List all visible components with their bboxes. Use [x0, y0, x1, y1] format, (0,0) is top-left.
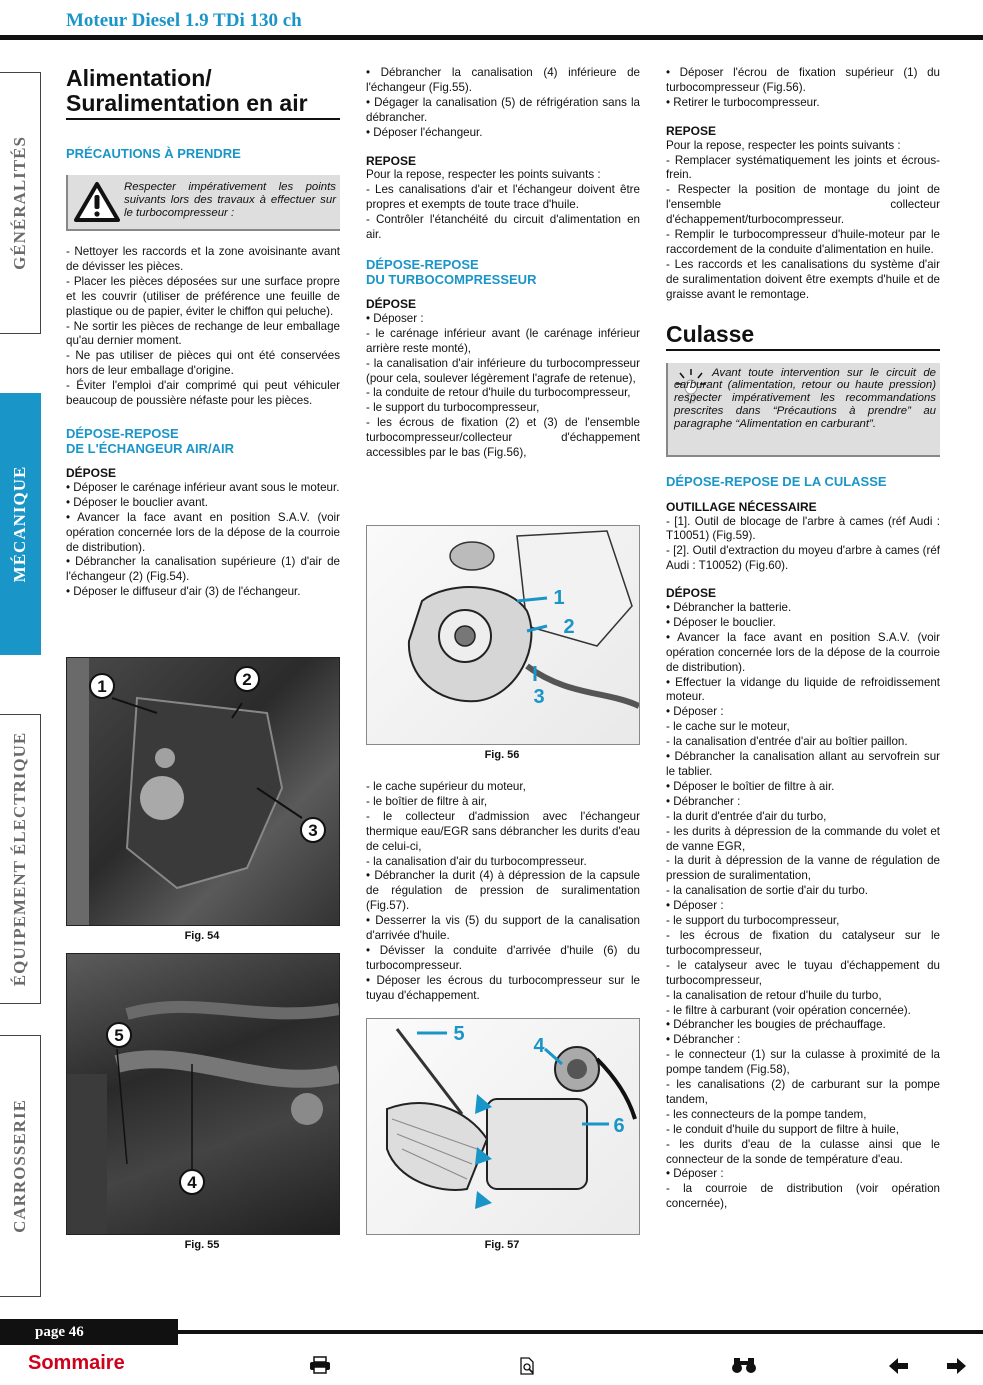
side-tab-generalites[interactable] — [0, 72, 41, 334]
list-item: - [2]. Outil d'extraction du moyeu d'arbre à cames (réf Audi : T10052) (Fig.60). — [666, 544, 940, 573]
list-item: • Déposer l'écrou de fixation supérieur (1) du turbocompresseur (Fig.56). — [666, 66, 940, 94]
list-item: • Déposer les écrous du turbocompresseur sur le tuyau d'échappement. — [366, 973, 640, 1002]
side-tab-label: CARROSSERIE — [10, 1099, 29, 1233]
list-item: - le connecteur (1) sur la culasse à proximité de la pompe tandem (Fig.58), — [666, 1048, 940, 1077]
list-item: - Remplacer systématiquement les joints et écrous-frein. — [666, 153, 940, 182]
list-item: - les durits d'eau de la culasse ainsi que le connecteur de la sonde de température d'eau. — [666, 1137, 940, 1166]
arrow-left-icon[interactable] — [889, 1358, 909, 1374]
list-item: - la canalisation d'air du turbocompresseur. — [366, 854, 587, 868]
figure-callout: 3 — [308, 821, 318, 840]
figure-callout: 5 — [114, 1026, 124, 1045]
figure-callout: 2 — [563, 616, 575, 638]
list-item: • Avancer la face avant en position S.A.V. (voir opération concernée lors de la dépose de la courroie de distribution). — [666, 630, 940, 674]
list-item: • Débrancher la batterie. — [666, 601, 792, 615]
list-item: • Déposer l'échangeur. — [366, 125, 483, 139]
list-item: • Déposer le boîtier de filtre à air. — [666, 779, 835, 793]
list-item: • Déposer : — [666, 1167, 724, 1181]
paragraph: - Éviter l'emploi d'air comprimé qui peut véhiculer beaucoup de poussière néfaste pour les pièces. — [66, 379, 340, 408]
list-item: - les écrous de fixation (2) et (3) de l'ensemble turbocompresseur/collecteur d'échappement accessibles par le bas (Fig.56), — [366, 416, 640, 460]
printer-icon[interactable] — [309, 1356, 331, 1374]
subsection-title-precautions: PRÉCAUTIONS À PRENDRE — [66, 146, 241, 161]
list-item: - le carénage inférieur avant (le carénage inférieur arrière reste monté), — [366, 326, 640, 355]
subsection-title-turbo: DÉPOSE-REPOSE DU TURBOCOMPRESSEUR — [366, 256, 537, 287]
list-item: - les écrous de fixation du catalyseur sur le turbocompresseur, — [666, 928, 940, 957]
depose-heading: DÉPOSE — [666, 586, 717, 601]
list-item: • Déposer le diffuseur d'air (3) de l'échangeur. — [66, 585, 301, 599]
paragraph: - Ne pas utiliser de pièces qui ont été conservées hors de leur emballage d'origine. — [66, 349, 340, 378]
list-item: • Déposer le carénage inférieur avant sous le moteur. — [66, 480, 340, 494]
column-1 — [66, 66, 340, 600]
section-title-alimentation: Alimentation/ Suralimentation en air — [66, 66, 340, 120]
list-item: • Retirer le turbocompresseur. — [666, 95, 820, 109]
side-tab-equipement-electrique[interactable] — [0, 714, 41, 1004]
list-item: • Débrancher la durit (4) à dépression de la capsule de régulation de pression de suralimentation (Fig.57). — [366, 869, 640, 913]
list-item: Pour la repose, respecter les points suivants : — [366, 168, 601, 182]
list-item: - le support du turbocompresseur, — [366, 401, 540, 415]
list-item: - Les raccords et les canalisations du système d'air de suralimentation doivent être exempts d'huile et de graisse avant le remontage. — [666, 257, 940, 301]
figure-55-photo — [66, 953, 340, 1235]
figure-callout: 6 — [613, 1115, 625, 1137]
list-item: - [1]. Outil de blocage de l'arbre à cames (réf Audi : T10051) (Fig.59). — [666, 514, 940, 543]
list-item: - la canalisation de retour d'huile du turbo, — [666, 988, 882, 1002]
list-item: - les durits à dépression de la commande du volet et de vanne EGR, — [666, 824, 940, 853]
list-item: - le cache supérieur du moteur, — [366, 780, 526, 793]
section-title-culasse: Culasse — [666, 322, 940, 351]
figure-callout: 3 — [533, 686, 545, 708]
column-2 — [366, 66, 640, 461]
arrow-right-icon[interactable] — [946, 1358, 966, 1374]
list-item: • Desserrer la vis (5) du support de la canalisation d'arrivée d'huile. — [366, 914, 640, 943]
list-item: - le catalyseur avec le tuyau d'échappement du turbocompresseur, — [666, 958, 940, 987]
figure-caption: Fig. 56 — [484, 749, 520, 761]
list-item: • Avancer la face avant en position S.A.V. (voir opération concernée lors de la dépose de la courroie de distribution). — [66, 510, 340, 554]
list-item: - Contrôler l'étanchéité du circuit d'alimentation en air. — [366, 213, 640, 242]
binoculars-icon[interactable] — [731, 1356, 757, 1374]
side-tab-label: GÉNÉRALITÉS — [10, 136, 29, 270]
warning-text: Respecter impérativement les points suivants lors des travaux à effectuer sur le turbocompresseur : — [124, 181, 336, 219]
figure-57-illustration — [366, 1018, 640, 1235]
list-item: • Effectuer la vidange du liquide de refroidissement moteur. — [666, 675, 940, 704]
figure-caption: Fig. 55 — [184, 1239, 220, 1251]
list-item: - le support du turbocompresseur, — [666, 914, 840, 928]
header-title: Moteur Diesel 1.9 TDi 130 ch — [66, 10, 302, 31]
list-item: • Déposer le bouclier avant. — [66, 495, 208, 509]
note-box — [666, 363, 940, 457]
list-item: - les connecteurs de la pompe tandem, — [666, 1107, 867, 1121]
list-item: - Les canalisations d'air et l'échangeur doivent être propres et exempts de toute trace d'huile. — [366, 183, 640, 212]
column-3 — [666, 66, 940, 1212]
list-item: - la durit à dépression de la vanne de régulation de pression de suralimentation, — [666, 854, 940, 883]
figure-callout: 2 — [242, 670, 252, 689]
list-item: • Dégager la canalisation (5) de réfrigération sans la débrancher. — [366, 95, 640, 124]
figure-callout: 1 — [553, 587, 565, 609]
list-item: • Débrancher la canalisation (4) inférieure de l'échangeur (Fig.55). — [366, 66, 640, 94]
list-item: • Débrancher les bougies de préchauffage. — [666, 1018, 886, 1032]
figure-caption: Fig. 54 — [184, 930, 220, 942]
list-item: - la canalisation d'air inférieure du turbocompresseur (pour cela, soulever légèrement l'agrafe de retenue), — [366, 356, 640, 385]
repose-heading: REPOSE — [666, 123, 717, 138]
note-text: Avant toute intervention sur le circuit de carburant (alimentation, retour ou haute pression) respecter impérativement les recommandations prescrites dans “Précautions à prendre” au paragraphe “Alimentation en carburant”. — [674, 366, 936, 430]
list-item: • Déposer : — [366, 311, 424, 325]
search-doc-icon[interactable] — [519, 1357, 537, 1375]
figure-callout: 4 — [533, 1035, 545, 1057]
outillage-heading: OUTILLAGE NÉCESSAIRE — [666, 499, 817, 514]
side-tab-mecanique[interactable] — [0, 393, 41, 655]
figure-callout: 5 — [453, 1023, 465, 1045]
list-item: - le collecteur d'admission avec l'échangeur thermique eau/EGR sans débrancher les durits d'eau de celui-ci, — [366, 809, 640, 853]
column-2-continued — [366, 780, 640, 1004]
list-item: • Débrancher : — [666, 794, 741, 808]
figure-callout: 4 — [187, 1173, 197, 1192]
list-item: • Déposer : — [666, 899, 724, 913]
list-item: • Débrancher : — [666, 1033, 741, 1047]
list-item: - la conduite de retour d'huile du turbocompresseur, — [366, 386, 631, 400]
paragraph: - Nettoyer les raccords et la zone avoisinante avant de dévisser les pièces. — [66, 245, 340, 273]
paragraph: - Placer les pièces déposées sur une surface propre et les couvrir (utiliser de préférence une feuille de plastique ou de papier, éviter le chiffon qui peluche). — [66, 274, 340, 318]
list-item: • Déposer : — [666, 705, 724, 719]
side-tab-label: MÉCANIQUE — [10, 465, 29, 583]
subsection-title-culasse: DÉPOSE-REPOSE DE LA CULASSE — [666, 473, 887, 489]
list-item: Pour la repose, respecter les points suivants : — [666, 138, 901, 152]
subsection-title-echangeur: DÉPOSE-REPOSE DE L'ÉCHANGEUR AIR/AIR — [66, 425, 235, 456]
side-tab-label: ÉQUIPEMENT ÉLECTRIQUE — [10, 731, 29, 987]
repose-heading: REPOSE — [366, 153, 417, 168]
warning-box — [66, 175, 340, 231]
sommaire-link[interactable]: Sommaire — [28, 1352, 125, 1374]
list-item: • Débrancher la canalisation allant au servofrein sur le tablier. — [666, 750, 940, 778]
figure-56-illustration — [366, 525, 640, 745]
list-item: - la canalisation de sortie d'air du turbo. — [666, 884, 868, 898]
figure-callout: 1 — [97, 677, 107, 696]
depose-heading: DÉPOSE — [66, 465, 117, 480]
list-item: - Respecter la position de montage du joint de l'ensemble collecteur d'échappement/turbocompresseur. — [666, 183, 940, 227]
list-item: • Dévisser la conduite d'arrivée d'huile (6) du turbocompresseur. — [366, 943, 640, 972]
list-item: • Débrancher la canalisation supérieure (1) d'air de l'échangeur (2) (Fig.54). — [66, 555, 340, 584]
depose-heading: DÉPOSE — [366, 296, 417, 311]
list-item: - la courroie de distribution (voir opération concernée), — [666, 1182, 940, 1211]
list-item: - la canalisation d'entrée d'air au boîtier paillon. — [666, 735, 908, 749]
list-item: - le conduit d'huile du support de filtre à huile, — [666, 1122, 899, 1136]
list-item: - le cache sur le moteur, — [666, 720, 790, 734]
side-tab-carrosserie[interactable] — [0, 1035, 41, 1297]
list-item: - la durit d'entrée d'air du turbo, — [666, 809, 827, 823]
figure-caption: Fig. 57 — [484, 1239, 520, 1251]
figure-54-photo — [66, 657, 340, 926]
list-item: - le filtre à carburant (voir opération concernée). — [666, 1003, 911, 1017]
list-item: - le boîtier de filtre à air, — [366, 794, 488, 808]
list-item: • Déposer le bouclier. — [666, 615, 776, 629]
header-rule — [0, 35, 983, 40]
list-item: - les canalisations (2) de carburant sur la pompe tandem, — [666, 1078, 940, 1106]
page-number: page 46 — [0, 1319, 178, 1345]
list-item: - Remplir le turbocompresseur d'huile-moteur par le raccordement de la conduite d'alimentation en huile. — [666, 228, 940, 256]
paragraph: - Ne sortir les pièces de rechange de leur emballage qu'au dernier moment. — [66, 319, 340, 348]
warning-icon — [74, 181, 120, 223]
